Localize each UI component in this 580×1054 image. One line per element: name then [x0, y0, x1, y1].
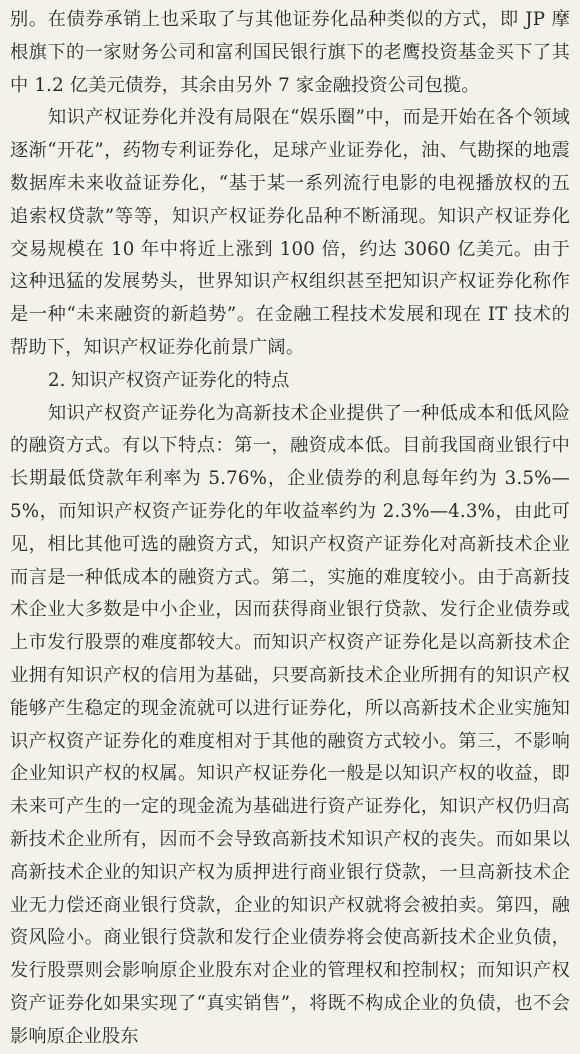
paragraph-ip-securitization-growth: 知识产权证券化并没有局限在“娱乐圈”中，而是开始在各个领域逐渐“开花”，药物专利证券化，足球产业证券化，油、气勘探的地震数据库未来收益证券化，“基于某一系列流行电影的电视播放权的五追索权贷款”等等，知识产权证券化品种不断涌现。知识产权证券化交易规模在 10 年中将近上涨到 100 倍，约达 3060 亿美元。由于这种迅猛的发展势头，世界知识产权组织甚至把知识产权证券化称作是一种“未来融资的新趋势”。在金融工程技术发展和现在 IT 技术的帮助下，知识产权证券化前景广阔。 — [10, 107, 570, 358]
paragraph-characteristics: 知识产权资产证券化为高新技术企业提供了一种低成本和低风险的融资方式。有以下特点：第一，融资成本低。目前我国商业银行中长期最低贷款年利率为 5.76%，企业债券的利息每年约为 3.5%—5%，而知识产权资产证券化的年收益率约为 2.3%—4.3%，由此可见，相比其他可选的融资方式，知识产权资产证券化对高新技术企业而言是一种低成本的融资方式。第二，实施的难度较小。由于高新技术企业大多数是中小企业，因而获得商业银行贷款、发行企业债券或上市发行股票的难度都较大。而知识产权资产证券化是以高新技术企业拥有知识产权的信用为基础，只要高新技术企业所拥有的知识产权能够产生稳定的现金流就可以进行证券化，所以高新技术企业实施知识产权资产证券化的难度相对于其他的融资方式较小。第三，不影响企业知识产权的权属。知识产权证券化一般是以知识产权的收益，即未来可产生的一定的现金流为基础进行资产证券化，知识产权仍归高新技术企业所有，因而不会导致高新技术知识产权的丧失。而如果以高新技术企业的知识产权为质押进行商业银行贷款，一旦高新技术企业无力偿还商业银行贷款，企业的知识产权就将会被拍卖。第四，融资风险小。商业银行贷款和发行企业债券将会使高新技术企业负债，发行股票则会影响原企业股东对企业的管理权和控制权；而知识产权资产证券化如果实现了“真实销售”，将既不构成企业的负债，也不会影响原企业股东 — [10, 402, 570, 1047]
section-heading: 2. 知识产权资产证券化的特点 — [48, 369, 290, 391]
paragraph-continuation: 别。在债券承销上也采取了与其他证券化品种类似的方式，即 JP 摩根旗下的一家财务公司和富利国民银行旗下的老鹰投资基金买下了其中 1.2 亿美元债券，其余由另外 7 家金融投资公司包揽。 — [10, 9, 570, 96]
